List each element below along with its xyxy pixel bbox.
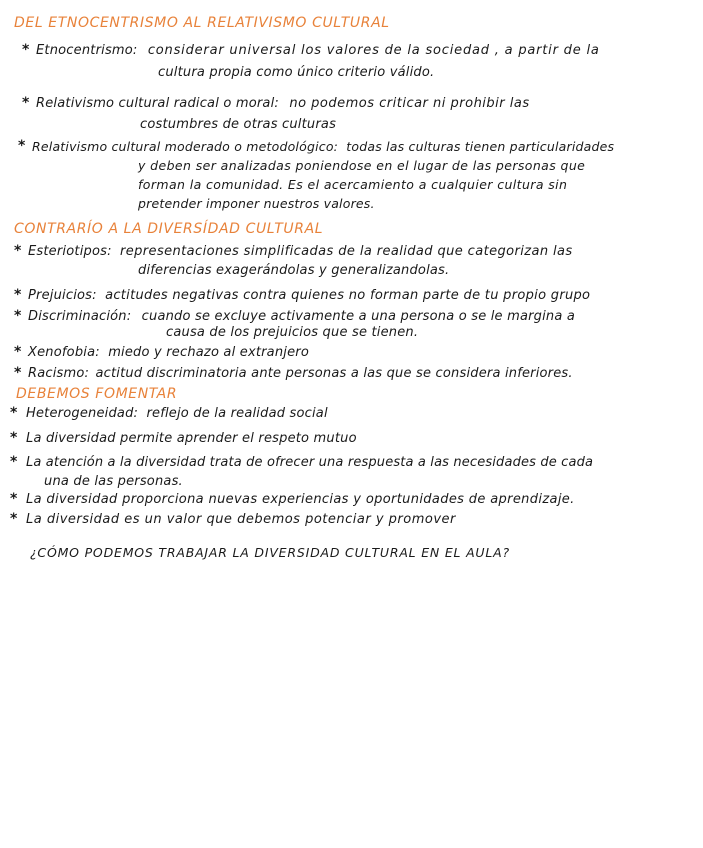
item-term: Etnocentrismo:	[36, 43, 138, 58]
asterisk-bullet: *	[14, 308, 22, 324]
closing-question: ¿CÓMO PODEMOS TRABAJAR LA DIVERSIDAD CULTURAL EN EL AULA?	[30, 545, 510, 560]
list-item	[22, 41, 600, 82]
section-heading: CONTRARÍO A LA DIVERSÍDAD CULTURAL	[14, 221, 324, 237]
item-text-line: pretender imponer nuestros valores.	[138, 196, 375, 211]
section-heading: DEL ETNOCENTRISMO AL RELATIVISMO CULTURAL	[14, 15, 390, 31]
item-text-line: reflejo de la realidad social	[146, 406, 328, 421]
asterisk-bullet: *	[14, 243, 22, 259]
item-text-line: actitudes negativas contra quienes no forman parte de tu propio grupo	[105, 288, 591, 303]
list-item	[14, 307, 575, 342]
asterisk-bullet: *	[22, 95, 30, 111]
list-item	[10, 510, 456, 529]
item-term: Esteriotipos:	[28, 244, 112, 259]
item-text-line: una de las personas.	[44, 474, 183, 489]
item-text-line: no podemos criticar ni prohibir las	[289, 96, 530, 111]
asterisk-bullet: *	[14, 344, 22, 360]
asterisk-bullet: *	[10, 454, 18, 470]
item-text-line: todas las culturas tienen particularidades	[346, 139, 615, 154]
asterisk-bullet: *	[14, 287, 22, 303]
item-term: Relativismo cultural moderado o metodológico:	[32, 139, 339, 154]
list-item	[14, 286, 590, 305]
item-text-line: La diversidad es un valor que debemos potenciar y promover	[26, 512, 456, 527]
asterisk-bullet: *	[10, 511, 18, 527]
item-term: Prejuicios:	[28, 288, 97, 303]
section-heading: DEBEMOS FOMENTAR	[16, 386, 178, 402]
list-item	[18, 137, 614, 213]
item-term: Xenofobia:	[28, 345, 100, 360]
asterisk-bullet: *	[22, 42, 30, 58]
item-text-line: La diversidad permite aprender el respeto mutuo	[26, 431, 357, 446]
item-text-line: y deben ser analizadas poniendose en el lugar de las personas que	[138, 158, 586, 173]
list-item	[14, 364, 573, 383]
list-item	[10, 429, 357, 448]
item-term: Discriminación:	[28, 309, 132, 324]
item-text-line: considerar universal los valores de la sociedad , a partir de la	[147, 43, 600, 58]
item-text-line: actitud discriminatoria ante personas a las que se considera inferiores.	[95, 366, 573, 381]
list-item	[22, 94, 530, 134]
item-text-line: miedo y rechazo al extranjero	[108, 345, 309, 360]
list-item	[10, 453, 593, 491]
item-text-line: cuando se excluye activamente a una persona o se le margina a	[141, 309, 576, 324]
item-term: Relativismo cultural radical o moral:	[36, 96, 279, 111]
item-text-line: causa de los prejuicios que se tienen.	[166, 325, 419, 340]
list-item	[10, 490, 575, 509]
asterisk-bullet: *	[18, 138, 26, 154]
item-text-line: La diversidad proporciona nuevas experiencias y oportunidades de aprendizaje.	[26, 492, 575, 507]
list-item	[14, 242, 573, 280]
asterisk-bullet: *	[10, 491, 18, 507]
asterisk-bullet: *	[10, 405, 18, 421]
item-text-line: forman la comunidad. Es el acercamiento a cualquier cultura sin	[138, 177, 568, 192]
item-text-line: representaciones simplificadas de la realidad que categorizan las	[120, 244, 573, 259]
list-item	[10, 404, 328, 423]
item-text-line: diferencias exagerándolas y generalizandolas.	[138, 263, 450, 278]
item-text-line: costumbres de otras culturas	[140, 117, 337, 132]
list-item	[14, 343, 309, 362]
item-text-line: cultura propia como único criterio válido.	[158, 65, 435, 80]
item-term: Racismo:	[28, 366, 90, 381]
item-term: Heterogeneidad:	[26, 406, 139, 421]
item-text-line: La atención a la diversidad trata de ofrecer una respuesta a las necesidades de cada	[26, 455, 594, 470]
asterisk-bullet: *	[14, 365, 22, 381]
asterisk-bullet: *	[10, 430, 18, 446]
